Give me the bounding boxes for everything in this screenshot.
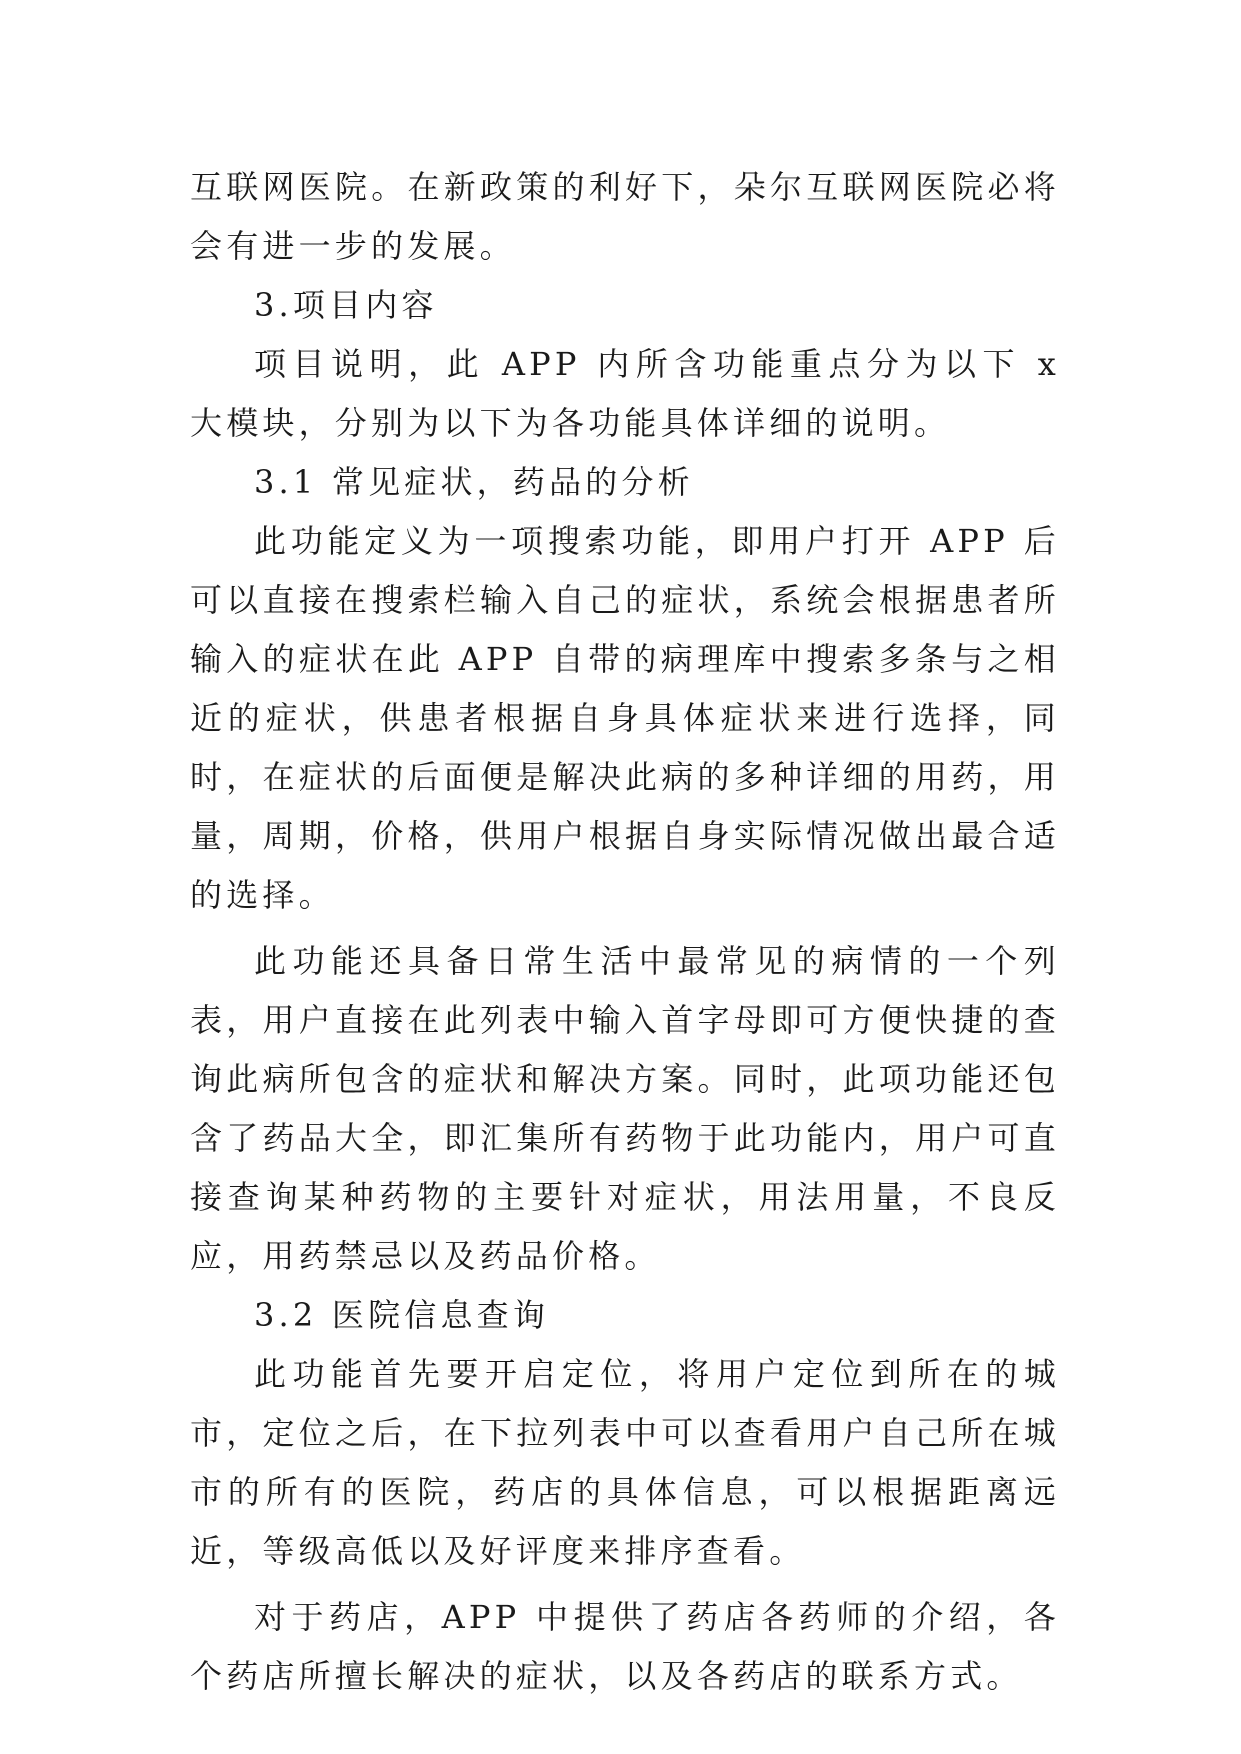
paragraph-project-description: 项目说明，此 APP 内所含功能重点分为以下 x 大模块，分别为以下为各功能具体详细的说明。 — [190, 345, 1060, 442]
paragraph-symptom-search: 此功能定义为一项搜索功能，即用户打开 APP 后可以直接在搜索栏输入自己的症状，系统会根据患者所输入的症状在此 APP 自带的病理库中搜索多条与之相近的症状，供患者根据自身具体症状来进行选择，同时，在症状的后面便是解决此病的多种详细的用药，用量，周期，价格，供用户根据自身实际情况做出最合适的选择。 — [190, 522, 1060, 914]
section-heading-3: 3.项目内容 — [254, 286, 438, 324]
section-heading-3-1: 3.1 常见症状，药品的分析 — [254, 463, 694, 501]
paragraph-hospital-location: 此功能首先要开启定位，将用户定位到所在的城市，定位之后，在下拉列表中可以查看用户自己所在城市的所有的医院，药店的具体信息，可以根据距离远近，等级高低以及好评度来排序查看。 — [190, 1355, 1060, 1570]
document-body — [190, 158, 1060, 1706]
paragraph-pharmacy-info: 对于药店，APP 中提供了药店各药师的介绍，各个药店所擅长解决的症状，以及各药店的联系方式。 — [190, 1598, 1060, 1695]
paragraph-common-illness-list: 此功能还具备日常生活中最常见的病情的一个列表，用户直接在此列表中输入首字母即可方便快捷的查询此病所包含的症状和解决方案。同时，此项功能还包含了药品大全，即汇集所有药物于此功能内，用户可直接查询某种药物的主要针对症状，用法用量，不良反应，用药禁忌以及药品价格。 — [190, 942, 1060, 1275]
paragraph-intro: 互联网医院。在新政策的利好下，朵尔互联网医院必将会有进一步的发展。 — [190, 168, 1060, 265]
section-heading-3-2: 3.2 医院信息查询 — [254, 1296, 550, 1334]
